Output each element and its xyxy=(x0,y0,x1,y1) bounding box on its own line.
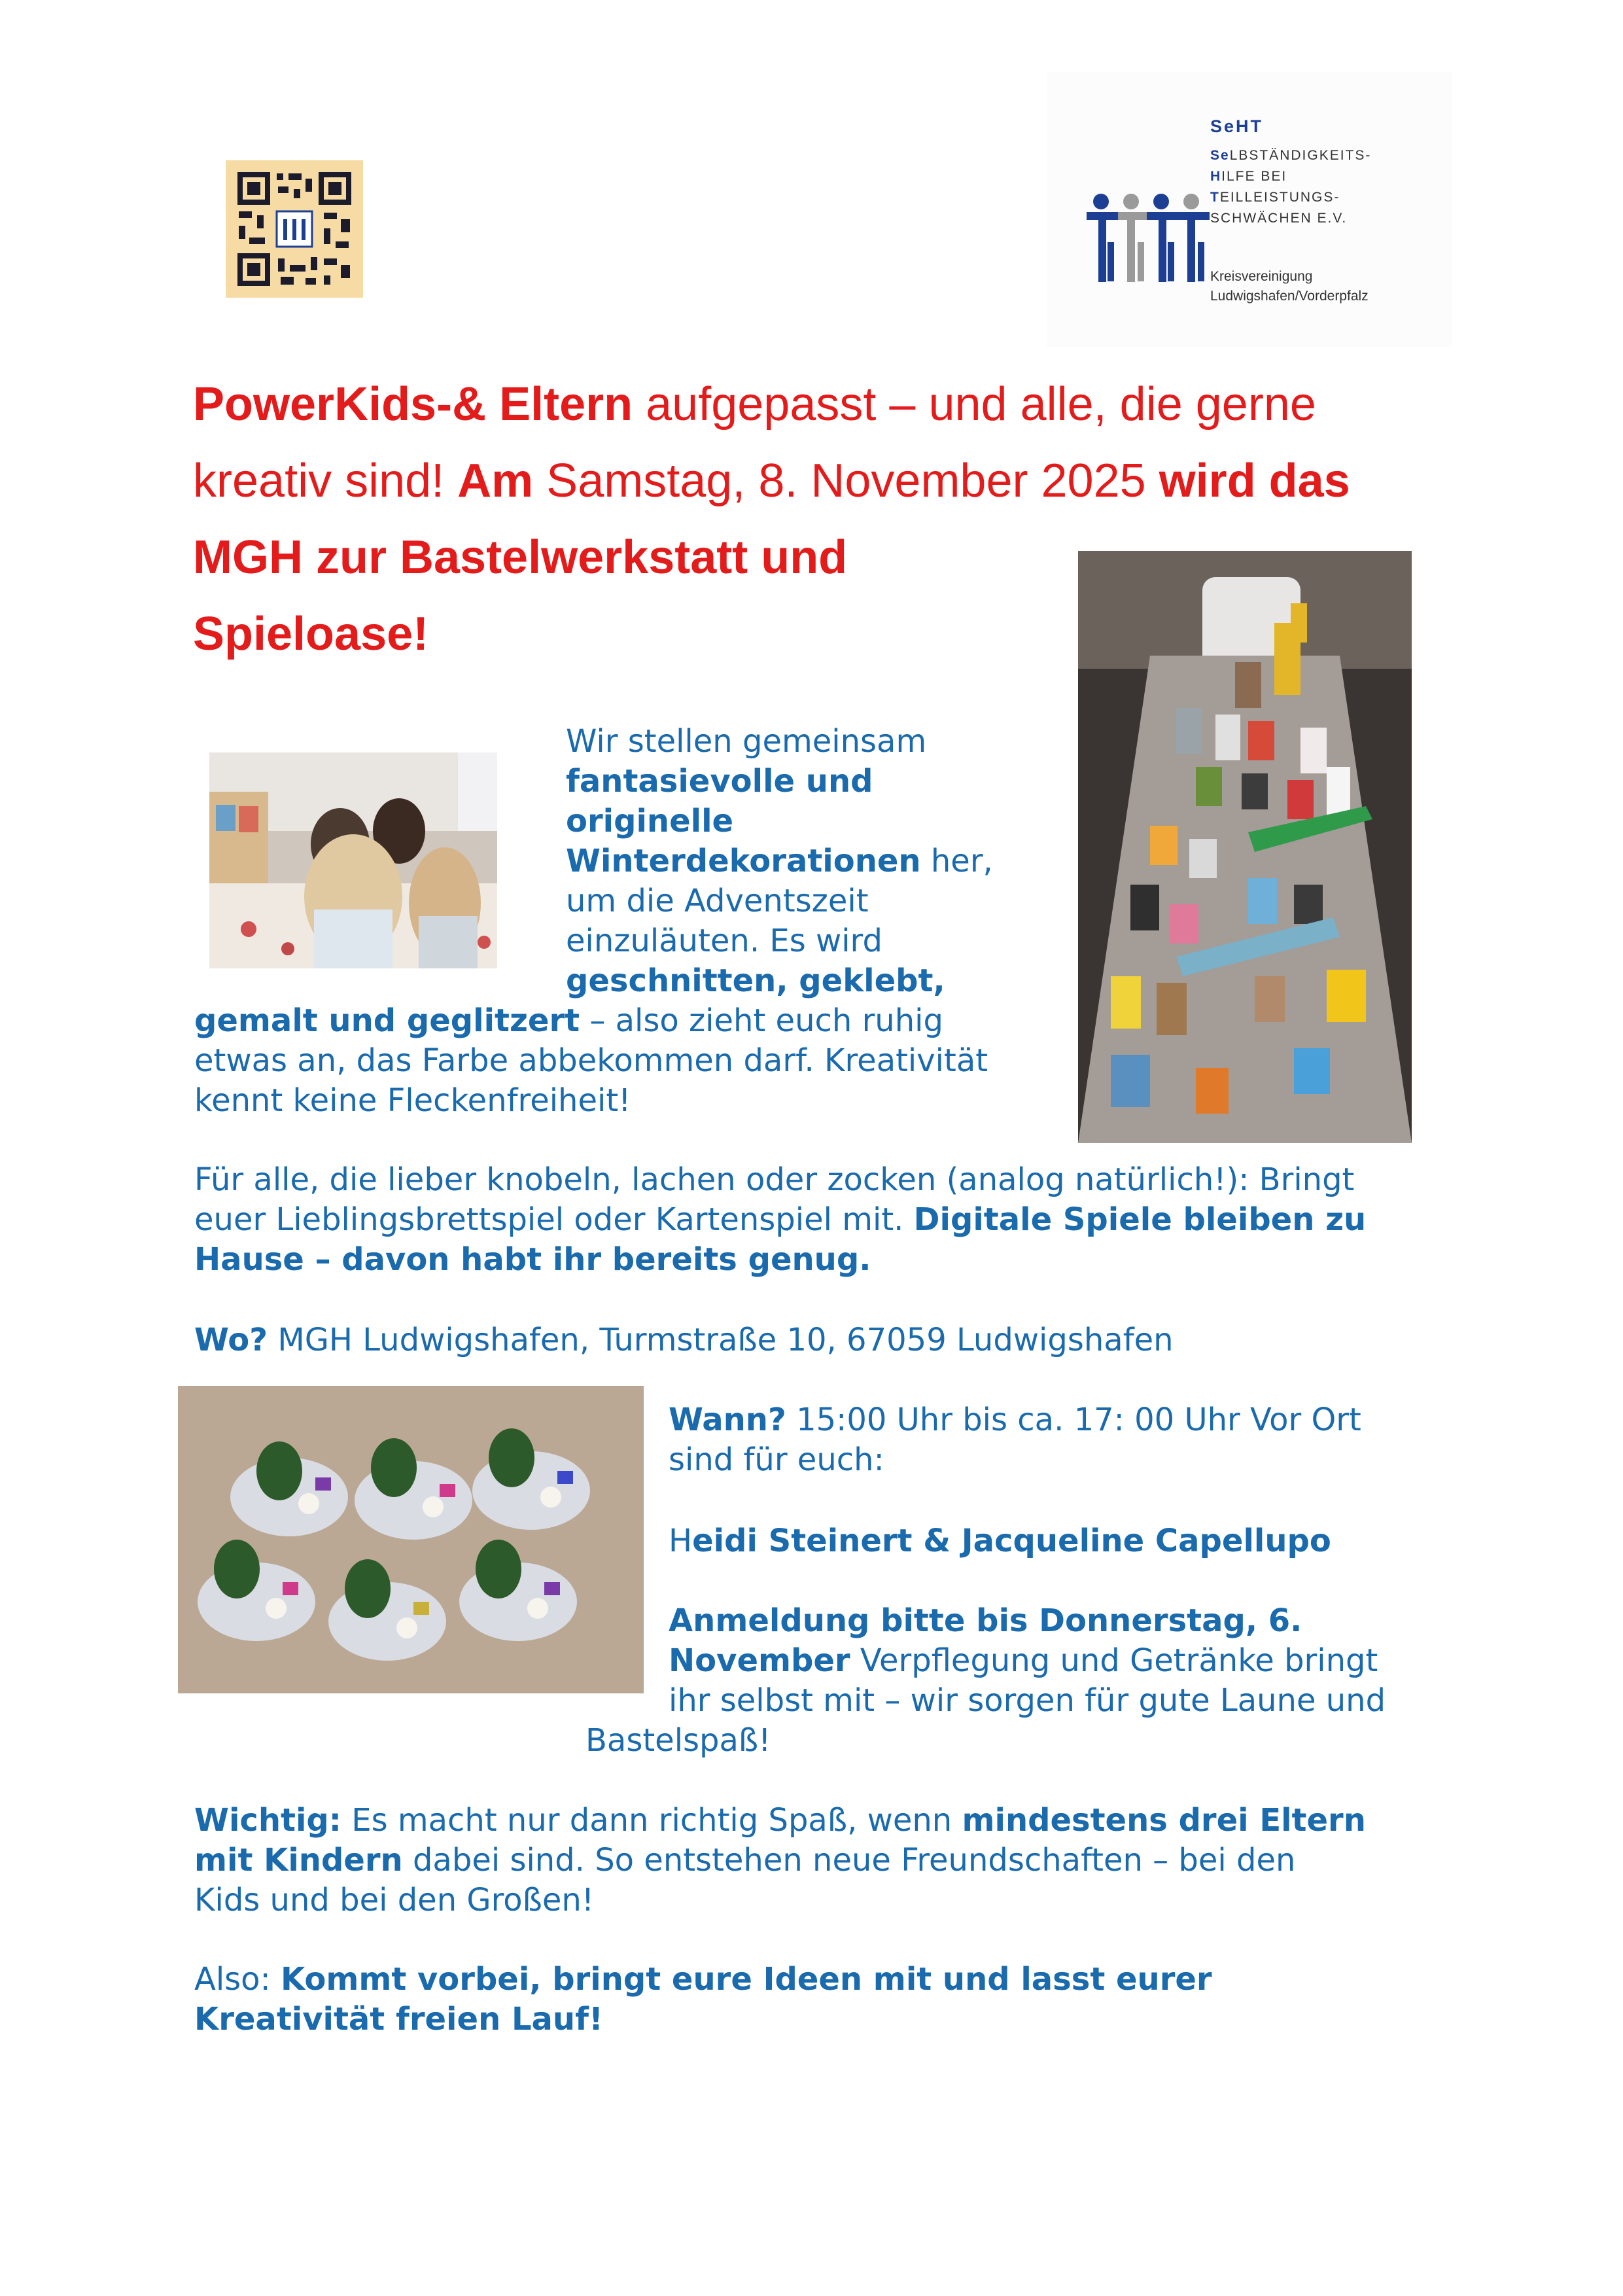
photo-pine-cone-decorations xyxy=(178,1386,644,1693)
time-info: Wann? 15:00 Uhr bis ca. 17: 00 Uhr Vor Ort sind für euch: xyxy=(669,1402,1361,1478)
qr-code-icon xyxy=(226,160,363,298)
closing-paragraph: Also: Kommt vorbei, bringt eure Ideen mit und lasst eurer Kreativität freien Lauf! xyxy=(194,1961,1212,2038)
logo-subtitle: Kreisvereinigung Ludwigshafen/Vorderpfalz xyxy=(1210,269,1369,304)
important-paragraph: Wichtig: Es macht nur dann richtig Spaß, wenn mindestens drei Eltern mit Kindern dabei sind. So entstehen neue Freundschaften – bei den Kids und bei den Großen! xyxy=(194,1802,1366,1918)
registration-info-end: Bastelspaß! xyxy=(585,1722,771,1759)
games-paragraph: Für alle, die lieber knobeln, lachen oder zocken (analog natürlich!): Bringt euer Lieblingsbrettspiel oder Kartenspiel mit. Digitale Spiele bleiben zu Hause – davon habt ihr bereits genug. xyxy=(194,1161,1367,1278)
photo-girls-crafting xyxy=(209,752,497,968)
intro-paragraph-continued: gemalt und geglitzert – also zieht euch ruhig etwas an, das Farbe abbekommen darf. Kreativität kennt keine Fleckenfreiheit! xyxy=(194,1002,988,1119)
intro-paragraph: Wir stellen gemeinsam fantasievolle und originelle Winterdekorationen her, um die Adventszeit einzuläuten. Es wird geschnitten, geklebt, xyxy=(566,723,993,999)
registration-info: Anmeldung bitte bis Donnerstag, 6. November Verpflegung und Getränke bringt ihr selbst mit – wir sorgen für gute Laune und xyxy=(669,1602,1386,1719)
location-line: Wo? MGH Ludwigshafen, Turmstraße 10, 67059 Ludwigshafen xyxy=(194,1322,1174,1358)
logo-name: SeLBSTÄNDIGKEITS- HILFE BEI TEILLEISTUNGS- SCHWÄCHEN E.V. xyxy=(1210,148,1372,226)
organization-logo xyxy=(1047,72,1452,347)
qr-code xyxy=(226,160,363,298)
hosts-line: Heidi Steinert & Jacqueline Capellupo xyxy=(669,1523,1331,1559)
headline: PowerKids-& Eltern aufgepasst – und alle, die gerne kreativ sind! Am Samstag, 8. November 2025 wird das MGH zur Bastelwerkstatt und Spieloase! xyxy=(193,378,1350,660)
logo-acronym: SeHT xyxy=(1210,116,1264,136)
people-logo-icon xyxy=(1083,190,1213,285)
